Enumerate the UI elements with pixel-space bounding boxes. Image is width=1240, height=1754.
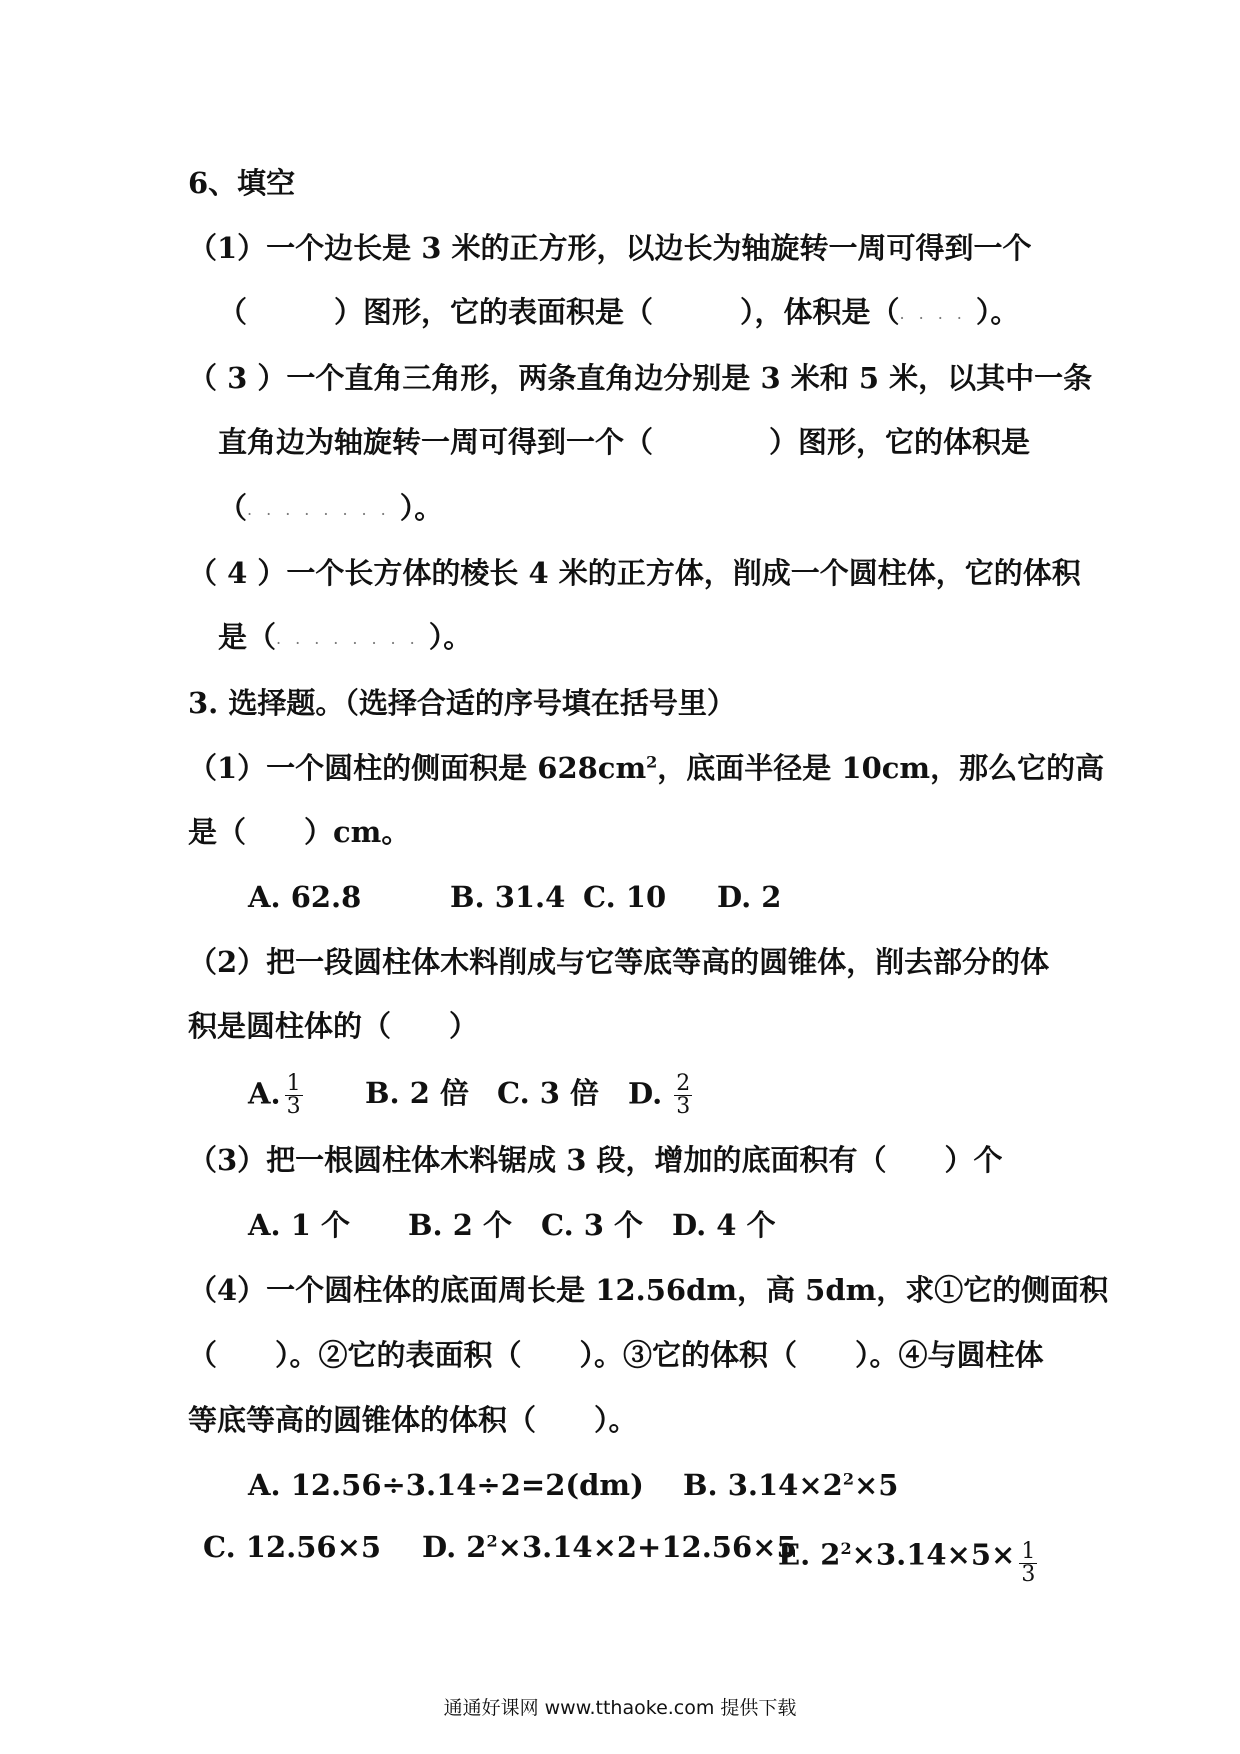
choice-q3-option-b: B. 2 个: [408, 1208, 512, 1242]
choice-q3-line1: （3）把一根圆柱体木料锯成 3 段，增加的底面积有（ ）个: [188, 1143, 1003, 1177]
option-e-rest: ×3.14×5×: [851, 1537, 1016, 1572]
choice-q4-option-a: A. 12.56÷3.14÷2=2(dm): [248, 1468, 644, 1502]
choice-q1-line1: [188, 748, 1104, 788]
choice-q4-option-c: C. 12.56×5: [203, 1530, 382, 1564]
fill-q3-line1: （ 3 ）一个直角三角形，两条直角边分别是 3 米和 5 米，以其中一条: [188, 361, 1093, 395]
option-label: D.: [628, 1076, 663, 1111]
fill-q1-line2-text: （ ）图形，它的表面积是（ ），体积是（: [218, 295, 900, 329]
page-footer: 通通好课网 www.tthaoke.com 提供下载: [443, 1697, 797, 1719]
fill-q4-line2-close: ）。: [428, 620, 473, 654]
option-label: A.: [248, 1076, 281, 1111]
choice-q2-line2: 积是圆柱体的（ ）: [188, 1009, 479, 1043]
blank-dots: ........: [247, 500, 400, 519]
choice-q4-option-b: [683, 1465, 898, 1505]
option-b-rest: ×5: [853, 1468, 899, 1502]
choice-q4-option-d: [422, 1527, 797, 1567]
choice-q4-line2: （ ）。②它的表面积（ ）。③它的体积（ ）。④与圆柱体: [188, 1338, 1044, 1372]
superscript: 2: [646, 752, 658, 772]
choice-q2-line1: （2）把一段圆柱体木料削成与它等底等高的圆锥体，削去部分的体: [188, 945, 1050, 979]
blank-dots: ........: [276, 629, 429, 648]
fill-q3-line3-open: （: [218, 491, 248, 525]
fill-q1-line2: [218, 292, 1019, 334]
fraction: [285, 1073, 303, 1118]
choice-q1-option-b: B. 31.4: [450, 880, 566, 914]
superscript: 2: [842, 1469, 854, 1489]
fill-q3-line3: [218, 488, 443, 530]
fraction-denominator: 3: [1021, 1562, 1036, 1587]
fraction-numerator: 1: [286, 1071, 301, 1096]
fill-q4-line2: [218, 617, 472, 659]
choice-q4-line3: 等底等高的圆锥体的体积（ ）。: [188, 1403, 638, 1437]
fill-blank-heading: 6、填空: [188, 166, 296, 200]
superscript: 2: [486, 1531, 498, 1551]
choice-q3-option-c: C. 3 个: [541, 1208, 644, 1242]
choice-q1-option-c: C. 10: [583, 880, 667, 914]
choice-q2-option-a: [248, 1073, 307, 1118]
choice-q1-line1-rest: ，底面半径是 10cm，那么它的高: [657, 751, 1105, 785]
choice-q2-option-d: [628, 1073, 696, 1118]
choice-heading: 3. 选择题。（选择合适的序号填在括号里）: [188, 686, 736, 720]
choice-q1-line1-text: （1）一个圆柱的侧面积是 628cm: [188, 751, 647, 785]
fill-q3-line2: 直角边为轴旋转一周可得到一个（ ）图形，它的体积是: [218, 425, 1031, 459]
fill-q4-line2-open: 是（: [218, 620, 277, 654]
option-d-text: D. 2: [422, 1530, 487, 1564]
choice-q2-option-c: C. 3 倍: [497, 1076, 600, 1110]
choice-q4-line1: （4）一个圆柱体的底面周长是 12.56dm，高 5dm，求①它的侧面积: [188, 1273, 1109, 1307]
fill-q1-line2-end: ）。: [975, 295, 1020, 329]
fraction-denominator: 3: [676, 1094, 691, 1119]
option-b-text: B. 3.14×2: [683, 1468, 843, 1502]
fraction-numerator: 1: [1021, 1539, 1036, 1564]
fraction-denominator: 3: [286, 1094, 301, 1119]
fill-q1-line1: （1）一个边长是 3 米的正方形，以边长为轴旋转一周可得到一个: [188, 231, 1032, 265]
option-d-rest: ×3.14×2+12.56×5: [497, 1530, 797, 1564]
choice-q4-option-e: [778, 1527, 1041, 1586]
fill-q3-line3-close: ）。: [399, 491, 444, 525]
choice-q2-option-b: B. 2 倍: [365, 1076, 469, 1110]
option-e-text: E. 2: [778, 1537, 841, 1572]
choice-q1-option-d: D. 2: [717, 880, 782, 914]
fill-q4-line1: （ 4 ）一个长方体的棱长 4 米的正方体，削成一个圆柱体，它的体积: [188, 556, 1081, 590]
choice-q1-option-a: A. 62.8: [248, 880, 362, 914]
superscript: 2: [840, 1538, 852, 1558]
choice-q3-option-d: D. 4 个: [672, 1208, 776, 1242]
blank-dots: ....: [899, 304, 976, 323]
fraction-numerator: 2: [676, 1071, 691, 1096]
fraction: [1019, 1541, 1037, 1586]
fraction: [674, 1073, 692, 1118]
choice-q3-option-a: A. 1 个: [248, 1208, 350, 1242]
choice-q1-line2: 是（ ）cm。: [188, 815, 411, 849]
